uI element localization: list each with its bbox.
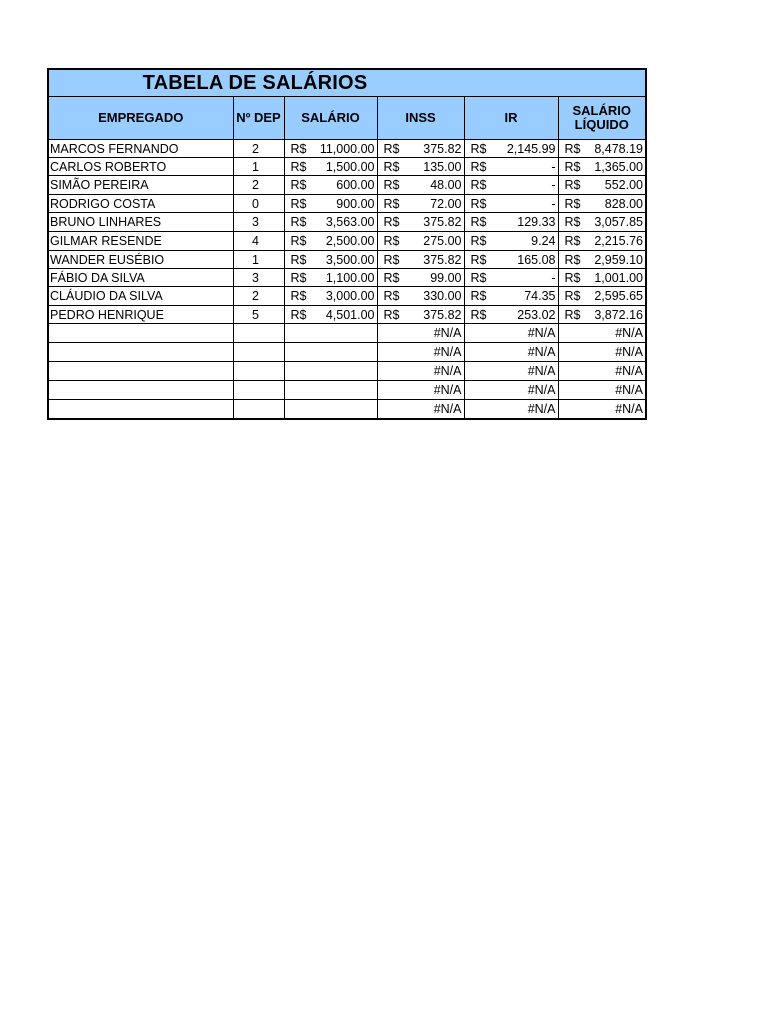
cell-salario-value: 1,500.00: [325, 159, 375, 174]
cell-liquido-value: 2,215.76: [594, 234, 643, 248]
table-row: [49, 269, 645, 287]
cell-salario-value: 1,100.00: [325, 270, 375, 285]
cell-inss[interactable]: [377, 176, 464, 195]
currency-symbol: R$: [470, 307, 487, 322]
cell-inss[interactable]: [377, 232, 464, 251]
cell-ndep[interactable]: 1: [233, 158, 284, 176]
cell-empregado[interactable]: MARCOS FERNANDO: [49, 140, 233, 158]
cell-ndep[interactable]: 4: [233, 232, 284, 251]
cell-empregado[interactable]: [49, 381, 233, 400]
cell-ir[interactable]: [464, 140, 558, 158]
cell-salario[interactable]: [284, 306, 377, 324]
cell-empregado[interactable]: CLÁUDIO DA SILVA: [49, 287, 233, 306]
cell-empregado[interactable]: CARLOS ROBERTO: [49, 158, 233, 176]
cell-ir-value: 74.35: [524, 289, 556, 303]
cell-ir-value: 165.08: [517, 252, 556, 267]
cell-ir[interactable]: [464, 269, 558, 287]
cell-inss[interactable]: [377, 195, 464, 213]
currency-symbol: R$: [564, 252, 581, 267]
currency-symbol: R$: [564, 141, 581, 156]
cell-empregado[interactable]: [49, 400, 233, 419]
cell-inss-value: 99.00: [430, 270, 462, 285]
currency-symbol: R$: [470, 234, 487, 248]
table-row-empty: [49, 381, 645, 400]
cell-ir[interactable]: [464, 306, 558, 324]
table-row: [49, 213, 645, 232]
currency-symbol: R$: [383, 215, 400, 229]
header-ir[interactable]: IR: [464, 97, 558, 140]
cell-empregado[interactable]: PEDRO HENRIQUE: [49, 306, 233, 324]
cell-ir-value: -: [551, 178, 556, 192]
table-row: [49, 176, 645, 195]
cell-ndep[interactable]: 1: [233, 251, 284, 269]
cell-inss-value: 375.82: [423, 215, 462, 229]
currency-symbol: R$: [290, 234, 307, 248]
cell-ir[interactable]: #N/A: [464, 362, 558, 381]
cell-empregado[interactable]: [49, 343, 233, 362]
title-bar: [49, 70, 645, 97]
cell-liquido-value: 2,595.65: [594, 289, 643, 303]
cell-inss-value: 48.00: [430, 178, 462, 192]
currency-symbol: R$: [564, 289, 581, 303]
currency-symbol: R$: [470, 270, 487, 285]
cell-ir[interactable]: [464, 176, 558, 195]
cell-ir-value: -: [551, 270, 556, 285]
cell-liquido[interactable]: [558, 251, 645, 269]
currency-symbol: R$: [470, 159, 487, 174]
currency-symbol: R$: [383, 289, 400, 303]
cell-inss[interactable]: #N/A: [377, 343, 464, 362]
cell-salario-value: 900.00: [336, 196, 375, 211]
cell-ndep[interactable]: 0: [233, 195, 284, 213]
currency-symbol: R$: [290, 270, 307, 285]
cell-ndep[interactable]: 3: [233, 269, 284, 287]
currency-symbol: R$: [564, 215, 581, 229]
cell-ndep[interactable]: [233, 324, 284, 343]
currency-symbol: R$: [290, 196, 307, 211]
cell-ir[interactable]: #N/A: [464, 381, 558, 400]
cell-inss-value: 330.00: [423, 289, 462, 303]
cell-liquido-value: 2,959.10: [594, 252, 643, 267]
cell-liquido[interactable]: [558, 140, 645, 158]
cell-salario[interactable]: [284, 287, 377, 306]
currency-symbol: R$: [290, 252, 307, 267]
currency-symbol: R$: [470, 196, 487, 211]
currency-symbol: R$: [564, 196, 581, 211]
cell-ir[interactable]: #N/A: [464, 343, 558, 362]
cell-ndep[interactable]: [233, 362, 284, 381]
cell-salario[interactable]: [284, 158, 377, 176]
currency-symbol: R$: [383, 252, 400, 267]
cell-inss[interactable]: [377, 158, 464, 176]
cell-salario-value: 3,563.00: [325, 215, 375, 229]
cell-inss[interactable]: [377, 269, 464, 287]
cell-ir[interactable]: #N/A: [464, 400, 558, 419]
currency-symbol: R$: [383, 159, 400, 174]
cell-empregado[interactable]: BRUNO LINHARES: [49, 213, 233, 232]
cell-ir-value: 9.24: [531, 234, 556, 248]
currency-symbol: R$: [470, 252, 487, 267]
cell-salario[interactable]: [284, 343, 377, 362]
cell-ir[interactable]: [464, 158, 558, 176]
cell-ir-value: 129.33: [517, 215, 556, 229]
cell-ndep[interactable]: 5: [233, 306, 284, 324]
cell-liquido-value: 8,478.19: [594, 141, 643, 156]
currency-symbol: R$: [564, 234, 581, 248]
cell-liquido[interactable]: #N/A: [558, 381, 645, 400]
cell-liquido-value: 1,365.00: [594, 159, 643, 174]
cell-ir[interactable]: [464, 251, 558, 269]
cell-liquido-value: 828.00: [604, 196, 643, 211]
cell-liquido-value: 3,872.16: [594, 307, 643, 322]
cell-salario-value: 3,000.00: [325, 289, 375, 303]
currency-symbol: R$: [564, 178, 581, 192]
table-row-empty: [49, 400, 645, 419]
currency-symbol: R$: [290, 141, 307, 156]
currency-symbol: R$: [564, 307, 581, 322]
currency-symbol: R$: [383, 178, 400, 192]
cell-salario-value: 3,500.00: [325, 252, 375, 267]
header-inss[interactable]: INSS: [377, 97, 464, 140]
salary-table-sheet: [47, 68, 647, 420]
table-title: TABELA DE SALÁRIOS: [142, 71, 368, 94]
cell-liquido[interactable]: #N/A: [558, 362, 645, 381]
cell-inss[interactable]: [377, 306, 464, 324]
currency-symbol: R$: [383, 141, 400, 156]
cell-ndep[interactable]: [233, 381, 284, 400]
cell-inss-value: 275.00: [423, 234, 462, 248]
cell-salario[interactable]: [284, 213, 377, 232]
header-liquido-line2: LÍQUIDO: [574, 117, 629, 132]
table-row: [49, 140, 645, 158]
cell-salario[interactable]: [284, 381, 377, 400]
cell-empregado[interactable]: [49, 324, 233, 343]
cell-ndep[interactable]: 2: [233, 176, 284, 195]
currency-symbol: R$: [383, 307, 400, 322]
cell-ir-value: -: [551, 159, 556, 174]
cell-liquido[interactable]: [558, 158, 645, 176]
currency-symbol: R$: [290, 159, 307, 174]
cell-inss-value: 375.82: [423, 252, 462, 267]
cell-salario[interactable]: [284, 362, 377, 381]
salary-table: [49, 97, 645, 418]
currency-symbol: R$: [383, 234, 400, 248]
cell-inss-value: 375.82: [423, 141, 462, 156]
cell-ndep[interactable]: 3: [233, 213, 284, 232]
cell-ir-value: 2,145.99: [506, 141, 556, 156]
cell-ir[interactable]: #N/A: [464, 324, 558, 343]
table-row: [49, 287, 645, 306]
cell-ir-value: 253.02: [517, 307, 556, 322]
currency-symbol: R$: [290, 178, 307, 192]
cell-empregado[interactable]: [49, 362, 233, 381]
cell-empregado[interactable]: GILMAR RESENDE: [49, 232, 233, 251]
currency-symbol: R$: [290, 289, 307, 303]
cell-salario-value: 2,500.00: [325, 234, 375, 248]
cell-empregado[interactable]: FÁBIO DA SILVA: [49, 269, 233, 287]
cell-inss[interactable]: [377, 251, 464, 269]
table-row: [49, 195, 645, 213]
cell-salario-value: 11,000.00: [319, 141, 375, 156]
cell-inss[interactable]: [377, 287, 464, 306]
cell-liquido[interactable]: [558, 269, 645, 287]
cell-inss[interactable]: [377, 213, 464, 232]
table-row: [49, 306, 645, 324]
currency-symbol: R$: [564, 270, 581, 285]
cell-ndep[interactable]: [233, 400, 284, 419]
cell-salario[interactable]: [284, 176, 377, 195]
cell-inss[interactable]: #N/A: [377, 362, 464, 381]
header-liquido-line1: SALÁRIO: [572, 103, 631, 118]
cell-liquido[interactable]: [558, 232, 645, 251]
cell-liquido[interactable]: [558, 195, 645, 213]
header-empregado[interactable]: EMPREGADO: [49, 97, 233, 140]
cell-salario-value: 600.00: [336, 178, 375, 192]
cell-salario[interactable]: [284, 251, 377, 269]
cell-ir[interactable]: [464, 213, 558, 232]
cell-inss-value: 72.00: [430, 196, 462, 211]
cell-ir[interactable]: [464, 287, 558, 306]
table-row: [49, 251, 645, 269]
currency-symbol: R$: [470, 141, 487, 156]
cell-liquido-value: 1,001.00: [594, 270, 643, 285]
table-body: [49, 140, 645, 419]
cell-salario[interactable]: [284, 269, 377, 287]
cell-inss-value: 135.00: [423, 159, 462, 174]
currency-symbol: R$: [290, 307, 307, 322]
cell-inss[interactable]: #N/A: [377, 324, 464, 343]
currency-symbol: R$: [564, 159, 581, 174]
cell-salario-value: 4,501.00: [325, 307, 375, 322]
cell-ndep[interactable]: 2: [233, 287, 284, 306]
cell-inss[interactable]: [377, 140, 464, 158]
cell-empregado[interactable]: WANDER EUSÉBIO: [49, 251, 233, 269]
table-row: [49, 158, 645, 176]
cell-salario[interactable]: [284, 232, 377, 251]
cell-inss-value: 375.82: [423, 307, 462, 322]
cell-salario[interactable]: [284, 324, 377, 343]
cell-liquido[interactable]: [558, 213, 645, 232]
header-salario[interactable]: SALÁRIO: [284, 97, 377, 140]
table-row-empty: [49, 362, 645, 381]
cell-salario[interactable]: [284, 140, 377, 158]
cell-liquido[interactable]: [558, 287, 645, 306]
currency-symbol: R$: [470, 215, 487, 229]
currency-symbol: R$: [470, 178, 487, 192]
cell-liquido[interactable]: [558, 176, 645, 195]
currency-symbol: R$: [470, 289, 487, 303]
cell-liquido[interactable]: [558, 306, 645, 324]
cell-empregado[interactable]: RODRIGO COSTA: [49, 195, 233, 213]
currency-symbol: R$: [383, 270, 400, 285]
table-row-empty: [49, 324, 645, 343]
cell-ir[interactable]: [464, 195, 558, 213]
cell-liquido-value: 552.00: [604, 178, 643, 192]
header-ndep[interactable]: Nº DEP: [233, 97, 284, 140]
cell-inss[interactable]: #N/A: [377, 381, 464, 400]
cell-liquido[interactable]: #N/A: [558, 343, 645, 362]
cell-ir[interactable]: [464, 232, 558, 251]
cell-ir-value: -: [551, 196, 556, 211]
header-row: [49, 97, 645, 140]
cell-liquido-value: 3,057.85: [594, 215, 643, 229]
header-salario-liquido[interactable]: [558, 97, 645, 140]
cell-inss[interactable]: #N/A: [377, 400, 464, 419]
cell-ndep[interactable]: 2: [233, 140, 284, 158]
currency-symbol: R$: [290, 215, 307, 229]
cell-salario[interactable]: [284, 400, 377, 419]
currency-symbol: R$: [383, 196, 400, 211]
table-row-empty: [49, 343, 645, 362]
cell-ndep[interactable]: [233, 343, 284, 362]
cell-salario[interactable]: [284, 195, 377, 213]
table-row: [49, 232, 645, 251]
cell-liquido[interactable]: #N/A: [558, 400, 645, 419]
cell-empregado[interactable]: SIMÃO PEREIRA: [49, 176, 233, 195]
cell-liquido[interactable]: #N/A: [558, 324, 645, 343]
